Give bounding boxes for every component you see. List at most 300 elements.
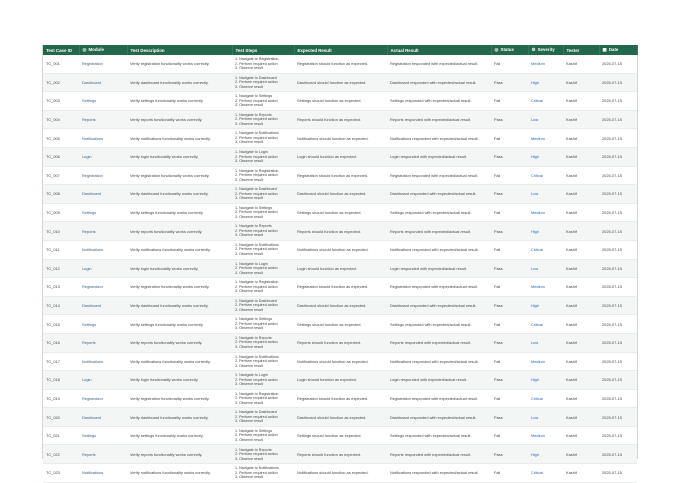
cell-actual-result[interactable]: Notifications responded with expected/actual result.: [387, 129, 491, 148]
cell-expected-result[interactable]: Dashboard should function as expected.: [294, 73, 387, 92]
cell-test-case-id[interactable]: TC_021: [43, 426, 79, 445]
cell-tester[interactable]: Kashif: [563, 464, 599, 483]
cell-severity[interactable]: Medium: [528, 55, 563, 73]
cell-date[interactable]: 2025-07-15: [599, 110, 637, 129]
cell-expected-result[interactable]: Reports should function as expected.: [294, 110, 387, 129]
test-step-line: 3. Observe result: [235, 456, 264, 461]
test-step-line: 2. Perform required action: [235, 247, 278, 252]
table-row[interactable]: [43, 185, 637, 204]
cell-status[interactable]: Pass: [491, 73, 528, 92]
cell-date[interactable]: 2025-07-15: [599, 352, 637, 371]
cell-expected-result[interactable]: Registration should function as expected.: [294, 166, 387, 185]
cell-date[interactable]: 2025-07-15: [599, 55, 637, 73]
cell-severity[interactable]: Medium: [528, 203, 563, 222]
cell-module[interactable]: Dashboard: [79, 185, 127, 204]
cell-expected-result[interactable]: Login should function as expected.: [294, 371, 387, 390]
cell-test-case-id[interactable]: TC_005: [43, 129, 79, 148]
cell-test-steps[interactable]: [232, 426, 294, 445]
cell-severity[interactable]: Medium: [528, 426, 563, 445]
cell-test-case-id[interactable]: TC_018: [43, 371, 79, 390]
cell-status[interactable]: Fail: [491, 240, 528, 259]
table-row[interactable]: [43, 55, 637, 73]
test-step-line: 3. Observe result: [235, 270, 264, 275]
cell-test-steps[interactable]: [232, 315, 294, 334]
cell-date[interactable]: 2025-07-15: [599, 464, 637, 483]
cell-status[interactable]: Fail: [491, 92, 528, 111]
header-module[interactable]: ◎ Module: [79, 45, 127, 55]
cell-test-steps[interactable]: [232, 203, 294, 222]
cell-module[interactable]: Settings: [79, 426, 127, 445]
cell-date[interactable]: 2025-07-15: [599, 166, 637, 185]
cell-status[interactable]: Pass: [491, 259, 528, 278]
cell-test-description[interactable]: Verify reports functionality works correctly.: [127, 222, 232, 241]
cell-tester[interactable]: Kashif: [563, 333, 599, 352]
cell-date[interactable]: 2025-07-15: [599, 389, 637, 408]
cell-module[interactable]: Notifications: [79, 129, 127, 148]
header-tester[interactable]: Tester: [563, 45, 599, 55]
cell-tester[interactable]: Kashif: [563, 445, 599, 464]
cell-severity[interactable]: Low: [528, 333, 563, 352]
cell-status[interactable]: Fail: [491, 426, 528, 445]
cell-expected-result[interactable]: Settings should function as expected.: [294, 426, 387, 445]
cell-expected-result[interactable]: Login should function as expected.: [294, 259, 387, 278]
test-step-line: 3. Observe result: [235, 159, 264, 164]
cell-test-case-id[interactable]: TC_007: [43, 166, 79, 185]
cell-tester[interactable]: Kashif: [563, 240, 599, 259]
cell-test-description[interactable]: Verify dashboard functionality works correctly.: [127, 296, 232, 315]
cell-module[interactable]: Notifications: [79, 352, 127, 371]
cell-severity[interactable]: Low: [528, 408, 563, 427]
table-row[interactable]: [43, 315, 637, 334]
cell-actual-result[interactable]: Notifications responded with expected/actual result.: [387, 352, 491, 371]
cell-expected-result[interactable]: Dashboard should function as expected.: [294, 408, 387, 427]
cell-test-case-id[interactable]: TC_008: [43, 185, 79, 204]
cell-actual-result[interactable]: Registration responded with expected/actual result.: [387, 55, 491, 73]
test-step-line: 2. Perform required action: [235, 154, 278, 159]
test-step-line: 2. Perform required action: [235, 228, 278, 233]
cell-actual-result[interactable]: Reports responded with expected/actual result.: [387, 110, 491, 129]
cell-severity[interactable]: Medium: [528, 278, 563, 297]
table-row[interactable]: [43, 259, 637, 278]
cell-severity[interactable]: High: [528, 445, 563, 464]
cell-expected-result[interactable]: Settings should function as expected.: [294, 315, 387, 334]
cell-module[interactable]: Dashboard: [79, 296, 127, 315]
cell-status[interactable]: Fail: [491, 203, 528, 222]
cell-actual-result[interactable]: Registration responded with expected/actual result.: [387, 166, 491, 185]
cell-date[interactable]: 2025-07-15: [599, 296, 637, 315]
cell-actual-result[interactable]: Registration responded with expected/actual result.: [387, 389, 491, 408]
cell-test-description[interactable]: Verify dashboard functionality works correctly.: [127, 408, 232, 427]
test-case-table: [43, 45, 638, 483]
cell-tester[interactable]: Kashif: [563, 315, 599, 334]
cell-test-steps[interactable]: [232, 464, 294, 483]
cell-tester[interactable]: Kashif: [563, 222, 599, 241]
cell-expected-result[interactable]: Login should function as expected.: [294, 147, 387, 166]
cell-test-description[interactable]: Verify reports functionality works correctly.: [127, 445, 232, 464]
cell-date[interactable]: 2025-07-15: [599, 203, 637, 222]
cell-severity[interactable]: Critical: [528, 389, 563, 408]
cell-test-steps[interactable]: [232, 408, 294, 427]
cell-status[interactable]: Pass: [491, 222, 528, 241]
test-step-line: 2. Perform required action: [235, 396, 278, 401]
cell-module[interactable]: Login: [79, 147, 127, 166]
cell-status[interactable]: Pass: [491, 371, 528, 390]
table-row[interactable]: [43, 222, 637, 241]
cell-actual-result[interactable]: Reports responded with expected/actual result.: [387, 222, 491, 241]
table-row[interactable]: [43, 110, 637, 129]
table-row[interactable]: [43, 278, 637, 297]
cell-test-description[interactable]: Verify login functionality works correctly.: [127, 371, 232, 390]
test-step-line: 2. Perform required action: [235, 135, 278, 140]
table-row[interactable]: [43, 166, 637, 185]
cell-test-description[interactable]: Verify notifications functionality works correctly.: [127, 464, 232, 483]
cell-date[interactable]: 2025-07-15: [599, 333, 637, 352]
cell-expected-result[interactable]: Notifications should function as expected.: [294, 129, 387, 148]
cell-test-case-id[interactable]: TC_017: [43, 352, 79, 371]
cell-status[interactable]: Fail: [491, 166, 528, 185]
cell-date[interactable]: 2025-07-15: [599, 426, 637, 445]
cell-test-description[interactable]: Verify reports functionality works correctly.: [127, 110, 232, 129]
cell-tester[interactable]: Kashif: [563, 278, 599, 297]
cell-test-case-id[interactable]: TC_023: [43, 464, 79, 483]
cell-test-case-id[interactable]: TC_019: [43, 389, 79, 408]
cell-status[interactable]: Fail: [491, 315, 528, 334]
table-row[interactable]: [43, 296, 637, 315]
test-step-line: 2. Perform required action: [235, 117, 278, 122]
cell-test-description[interactable]: Verify login functionality works correctly.: [127, 259, 232, 278]
cell-severity[interactable]: Medium: [528, 352, 563, 371]
cell-status[interactable]: Pass: [491, 185, 528, 204]
cell-test-description[interactable]: Verify registration functionality works correctly.: [127, 55, 232, 73]
table-row[interactable]: [43, 371, 637, 390]
header-date[interactable]: ▦ Date: [599, 45, 637, 55]
cell-expected-result[interactable]: Dashboard should function as expected.: [294, 185, 387, 204]
cell-module[interactable]: Login: [79, 371, 127, 390]
cell-tester[interactable]: Kashif: [563, 129, 599, 148]
test-step-line: 1. Navigate to Settings: [235, 205, 273, 210]
cell-test-case-id[interactable]: TC_013: [43, 278, 79, 297]
header-status[interactable]: ◎ Status: [491, 45, 528, 55]
table-row[interactable]: [43, 445, 637, 464]
cell-test-case-id[interactable]: TC_011: [43, 240, 79, 259]
cell-test-description[interactable]: Verify reports functionality works correctly.: [127, 333, 232, 352]
cell-severity[interactable]: Critical: [528, 315, 563, 334]
cell-severity[interactable]: Critical: [528, 166, 563, 185]
calendar-icon: ▦: [602, 47, 607, 52]
cell-test-steps[interactable]: [232, 278, 294, 297]
cell-module[interactable]: Notifications: [79, 240, 127, 259]
test-step-line: 2. Perform required action: [235, 340, 278, 345]
test-step-line: 1. Navigate to Reports: [235, 112, 272, 117]
test-step-line: 3. Observe result: [235, 84, 264, 89]
cell-module[interactable]: Settings: [79, 92, 127, 111]
cell-date[interactable]: 2025-07-15: [599, 371, 637, 390]
test-case-sheet: [42, 45, 638, 480]
cell-test-case-id[interactable]: TC_014: [43, 296, 79, 315]
cell-module[interactable]: Registration: [79, 389, 127, 408]
test-step-line: 3. Observe result: [235, 419, 264, 424]
cell-severity[interactable]: Critical: [528, 464, 563, 483]
cell-severity[interactable]: Low: [528, 259, 563, 278]
table-row[interactable]: [43, 464, 637, 483]
cell-test-case-id[interactable]: TC_006: [43, 147, 79, 166]
cell-expected-result[interactable]: Notifications should function as expected.: [294, 352, 387, 371]
cell-severity[interactable]: Critical: [528, 92, 563, 111]
table-row[interactable]: [43, 73, 637, 92]
header-expected-result[interactable]: Expected Result: [294, 45, 387, 55]
test-step-line: 1. Navigate to Registration: [235, 57, 279, 62]
cell-test-case-id[interactable]: TC_003: [43, 92, 79, 111]
cell-expected-result[interactable]: Registration should function as expected.: [294, 55, 387, 73]
cell-status[interactable]: Pass: [491, 408, 528, 427]
cell-module[interactable]: Notifications: [79, 464, 127, 483]
table-body: [43, 55, 637, 482]
cell-module[interactable]: Dashboard: [79, 408, 127, 427]
test-step-line: 2. Perform required action: [235, 191, 278, 196]
cell-status[interactable]: Fail: [491, 55, 528, 73]
cell-tester[interactable]: Kashif: [563, 389, 599, 408]
cell-date[interactable]: 2025-07-15: [599, 259, 637, 278]
cell-date[interactable]: 2025-07-15: [599, 129, 637, 148]
table-row[interactable]: [43, 240, 637, 259]
cell-status[interactable]: Fail: [491, 129, 528, 148]
test-step-line: 2. Perform required action: [235, 377, 278, 382]
cell-date[interactable]: 2025-07-15: [599, 147, 637, 166]
cell-status[interactable]: Pass: [491, 296, 528, 315]
cell-date[interactable]: 2025-07-15: [599, 278, 637, 297]
cell-tester[interactable]: Kashif: [563, 73, 599, 92]
cell-actual-result[interactable]: Dashboard responded with expected/actual result.: [387, 408, 491, 427]
test-step-line: 1. Navigate to Login: [235, 261, 268, 266]
cell-tester[interactable]: Kashif: [563, 185, 599, 204]
test-step-line: 2. Perform required action: [235, 173, 278, 178]
cell-test-steps[interactable]: [232, 92, 294, 111]
cell-actual-result[interactable]: Settings responded with expected/actual result.: [387, 92, 491, 111]
cell-actual-result[interactable]: Notifications responded with expected/actual result.: [387, 464, 491, 483]
cell-severity[interactable]: Medium: [528, 129, 563, 148]
table-row[interactable]: [43, 352, 637, 371]
cell-severity[interactable]: Critical: [528, 240, 563, 259]
cell-test-steps[interactable]: [232, 110, 294, 129]
cell-expected-result[interactable]: Reports should function as expected.: [294, 445, 387, 464]
cell-actual-result[interactable]: Registration responded with expected/actual result.: [387, 278, 491, 297]
cell-status[interactable]: Fail: [491, 389, 528, 408]
cell-tester[interactable]: Kashif: [563, 352, 599, 371]
cell-tester[interactable]: Kashif: [563, 259, 599, 278]
cell-status[interactable]: Pass: [491, 445, 528, 464]
cell-test-steps[interactable]: [232, 296, 294, 315]
cell-actual-result[interactable]: Settings responded with expected/actual result.: [387, 203, 491, 222]
cell-module[interactable]: Reports: [79, 445, 127, 464]
cell-actual-result[interactable]: Settings responded with expected/actual result.: [387, 315, 491, 334]
cell-test-steps[interactable]: [232, 371, 294, 390]
table-row[interactable]: [43, 129, 637, 148]
cell-tester[interactable]: Kashif: [563, 371, 599, 390]
cell-module[interactable]: Registration: [79, 55, 127, 73]
cell-expected-result[interactable]: Settings should function as expected.: [294, 203, 387, 222]
cell-actual-result[interactable]: Dashboard responded with expected/actual result.: [387, 296, 491, 315]
cell-expected-result[interactable]: Registration should function as expected.: [294, 389, 387, 408]
header-severity[interactable]: ⚙ Severity: [528, 45, 563, 55]
cell-date[interactable]: 2025-07-15: [599, 92, 637, 111]
cell-test-steps[interactable]: [232, 259, 294, 278]
cell-severity[interactable]: Low: [528, 110, 563, 129]
cell-tester[interactable]: Kashif: [563, 55, 599, 73]
cell-actual-result[interactable]: Notifications responded with expected/actual result.: [387, 240, 491, 259]
cell-module[interactable]: Registration: [79, 278, 127, 297]
cell-test-description[interactable]: Verify settings functionality works correctly.: [127, 315, 232, 334]
cell-expected-result[interactable]: Reports should function as expected.: [294, 333, 387, 352]
cell-status[interactable]: Fail: [491, 464, 528, 483]
cell-expected-result[interactable]: Notifications should function as expected.: [294, 240, 387, 259]
cell-date[interactable]: 2025-07-15: [599, 73, 637, 92]
cell-test-case-id[interactable]: TC_010: [43, 222, 79, 241]
cell-test-case-id[interactable]: TC_004: [43, 110, 79, 129]
test-step-line: 3. Observe result: [235, 177, 264, 182]
cell-date[interactable]: 2025-07-15: [599, 408, 637, 427]
cell-tester[interactable]: Kashif: [563, 296, 599, 315]
cell-test-steps[interactable]: [232, 389, 294, 408]
cell-test-steps[interactable]: [232, 333, 294, 352]
cell-status[interactable]: Fail: [491, 352, 528, 371]
cell-test-steps[interactable]: [232, 55, 294, 73]
header-test-description[interactable]: Test Description: [127, 45, 232, 55]
cell-expected-result[interactable]: Dashboard should function as expected.: [294, 296, 387, 315]
cell-test-description[interactable]: Verify dashboard functionality works correctly.: [127, 73, 232, 92]
table-row[interactable]: [43, 426, 637, 445]
cell-module[interactable]: Reports: [79, 110, 127, 129]
cell-tester[interactable]: Kashif: [563, 110, 599, 129]
cell-tester[interactable]: Kashif: [563, 426, 599, 445]
cell-date[interactable]: 2025-07-15: [599, 445, 637, 464]
cell-tester[interactable]: Kashif: [563, 92, 599, 111]
test-step-line: 3. Observe result: [235, 214, 264, 219]
cell-severity[interactable]: High: [528, 147, 563, 166]
cell-module[interactable]: Settings: [79, 203, 127, 222]
cell-actual-result[interactable]: Login responded with expected/actual result.: [387, 371, 491, 390]
cell-test-description[interactable]: Verify notifications functionality works correctly.: [127, 240, 232, 259]
table-row[interactable]: [43, 203, 637, 222]
cell-severity[interactable]: High: [528, 73, 563, 92]
cell-test-steps[interactable]: [232, 73, 294, 92]
cell-test-description[interactable]: Verify registration functionality works correctly.: [127, 278, 232, 297]
cell-tester[interactable]: Kashif: [563, 203, 599, 222]
test-step-line: 3. Observe result: [235, 437, 264, 442]
test-step-line: 1. Navigate to Reports: [235, 224, 272, 229]
cell-status[interactable]: Pass: [491, 147, 528, 166]
cell-test-steps[interactable]: [232, 240, 294, 259]
cell-tester[interactable]: Kashif: [563, 166, 599, 185]
cell-expected-result[interactable]: Notifications should function as expected.: [294, 464, 387, 483]
cell-expected-result[interactable]: Reports should function as expected.: [294, 222, 387, 241]
cell-actual-result[interactable]: Login responded with expected/actual result.: [387, 147, 491, 166]
cell-severity[interactable]: High: [528, 371, 563, 390]
cell-test-description[interactable]: Verify login functionality works correctly.: [127, 147, 232, 166]
header-test-steps[interactable]: Test Steps: [232, 45, 294, 55]
cell-test-case-id[interactable]: TC_001: [43, 55, 79, 73]
cell-test-description[interactable]: Verify settings functionality works correctly.: [127, 92, 232, 111]
cell-tester[interactable]: Kashif: [563, 147, 599, 166]
header-test-case-id[interactable]: Test Case ID: [43, 45, 79, 55]
cell-test-description[interactable]: Verify registration functionality works correctly.: [127, 389, 232, 408]
test-step-line: 3. Observe result: [235, 400, 264, 405]
test-step-line: 2. Perform required action: [235, 98, 278, 103]
cell-status[interactable]: Pass: [491, 110, 528, 129]
test-step-line: 2. Perform required action: [235, 321, 278, 326]
cell-test-case-id[interactable]: TC_002: [43, 73, 79, 92]
cell-expected-result[interactable]: Registration should function as expected.: [294, 278, 387, 297]
cell-test-case-id[interactable]: TC_020: [43, 408, 79, 427]
cell-test-steps[interactable]: [232, 222, 294, 241]
cell-test-case-id[interactable]: TC_009: [43, 203, 79, 222]
cell-date[interactable]: 2025-07-15: [599, 240, 637, 259]
cell-actual-result[interactable]: Dashboard responded with expected/actual result.: [387, 185, 491, 204]
test-step-line: 3. Observe result: [235, 382, 264, 387]
cell-actual-result[interactable]: Reports responded with expected/actual result.: [387, 445, 491, 464]
cell-test-description[interactable]: Verify notifications functionality works correctly.: [127, 352, 232, 371]
cell-status[interactable]: Fail: [491, 278, 528, 297]
table-row[interactable]: [43, 408, 637, 427]
cell-test-description[interactable]: Verify settings functionality works correctly.: [127, 426, 232, 445]
header-row: [43, 45, 637, 55]
cell-tester[interactable]: Kashif: [563, 408, 599, 427]
cell-module[interactable]: Login: [79, 259, 127, 278]
cell-severity[interactable]: High: [528, 222, 563, 241]
cell-severity[interactable]: High: [528, 296, 563, 315]
cell-module[interactable]: Dashboard: [79, 73, 127, 92]
cell-expected-result[interactable]: Settings should function as expected.: [294, 92, 387, 111]
cell-test-steps[interactable]: [232, 166, 294, 185]
cell-test-description[interactable]: Verify dashboard functionality works correctly.: [127, 185, 232, 204]
cell-severity[interactable]: Low: [528, 185, 563, 204]
cell-date[interactable]: 2025-07-15: [599, 222, 637, 241]
cell-test-case-id[interactable]: TC_016: [43, 333, 79, 352]
test-step-line: 1. Navigate to Notifications: [235, 354, 279, 359]
cell-test-description[interactable]: Verify registration functionality works correctly.: [127, 166, 232, 185]
cell-module[interactable]: Registration: [79, 166, 127, 185]
cell-actual-result[interactable]: Settings responded with expected/actual result.: [387, 426, 491, 445]
cell-test-description[interactable]: Verify notifications functionality works correctly.: [127, 129, 232, 148]
cell-test-steps[interactable]: [232, 147, 294, 166]
table-row[interactable]: [43, 147, 637, 166]
cell-test-case-id[interactable]: TC_022: [43, 445, 79, 464]
table-row[interactable]: [43, 92, 637, 111]
cell-actual-result[interactable]: Dashboard responded with expected/actual result.: [387, 73, 491, 92]
cell-test-case-id[interactable]: TC_012: [43, 259, 79, 278]
cell-actual-result[interactable]: Reports responded with expected/actual result.: [387, 333, 491, 352]
cell-test-steps[interactable]: [232, 185, 294, 204]
cell-module[interactable]: Reports: [79, 222, 127, 241]
table-row[interactable]: [43, 333, 637, 352]
cell-test-steps[interactable]: [232, 352, 294, 371]
header-actual-result[interactable]: Actual Result: [387, 45, 491, 55]
cell-actual-result[interactable]: Login responded with expected/actual result.: [387, 259, 491, 278]
cell-date[interactable]: 2025-07-15: [599, 185, 637, 204]
test-step-line: 1. Navigate to Dashboard: [235, 75, 277, 80]
cell-module[interactable]: Settings: [79, 315, 127, 334]
table-row[interactable]: [43, 389, 637, 408]
cell-date[interactable]: 2025-07-15: [599, 315, 637, 334]
cell-module[interactable]: Reports: [79, 333, 127, 352]
test-step-line: 1. Navigate to Registration: [235, 391, 279, 396]
cell-status[interactable]: Pass: [491, 333, 528, 352]
cell-test-steps[interactable]: [232, 445, 294, 464]
test-step-line: 2. Perform required action: [235, 303, 278, 308]
cell-test-description[interactable]: Verify settings functionality works correctly.: [127, 203, 232, 222]
test-step-line: 1. Navigate to Login: [235, 373, 268, 378]
cell-test-case-id[interactable]: TC_015: [43, 315, 79, 334]
cell-test-steps[interactable]: [232, 129, 294, 148]
